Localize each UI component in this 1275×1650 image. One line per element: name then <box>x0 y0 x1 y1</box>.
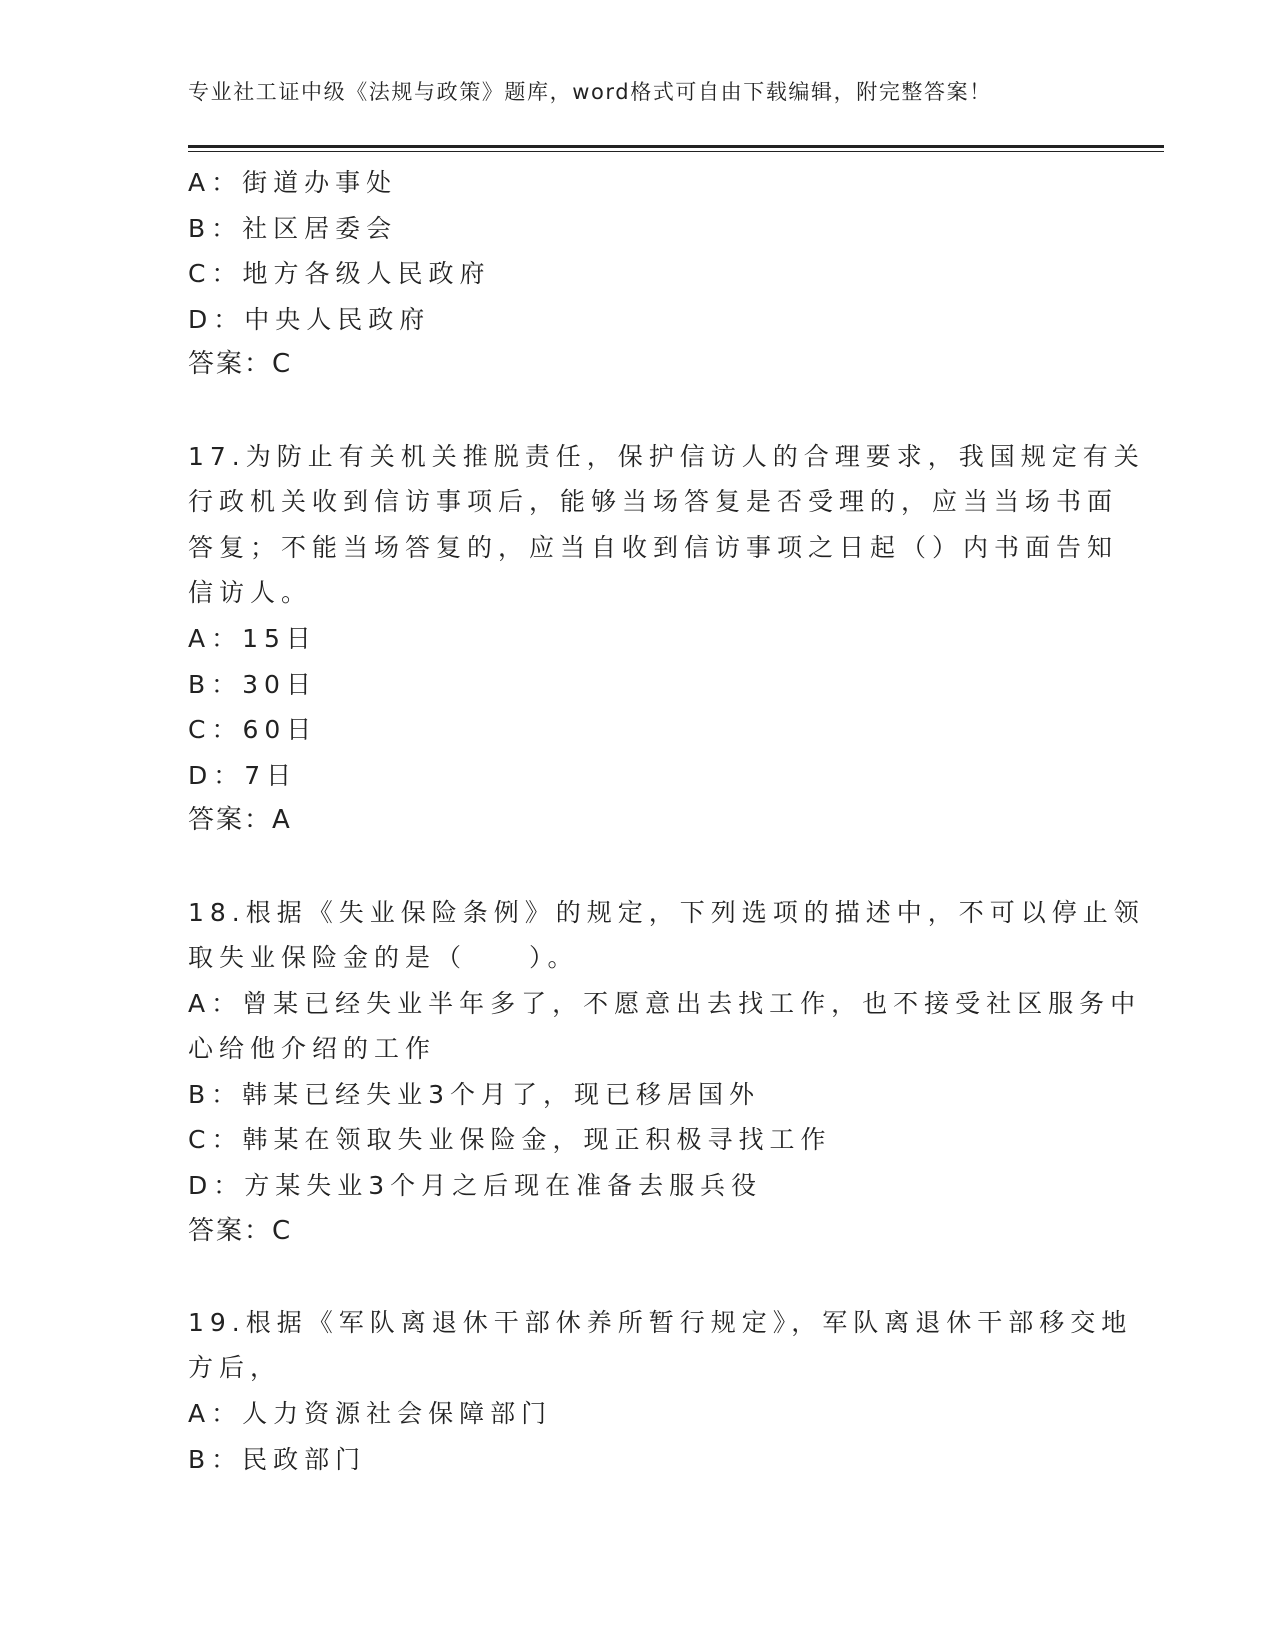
option-b: B：韩某已经失业3个月了，现已移居国外 <box>188 1079 761 1109</box>
question-stem: 方后， <box>188 1353 282 1383</box>
option-a: A：曾某已经失业半年多了，不愿意出去找工作，也不接受社区服务中 <box>188 988 1142 1018</box>
question-stem: 答复；不能当场答复的，应当自收到信访事项之日起（）内书面告知 <box>188 532 1119 562</box>
question-18 <box>188 890 1145 1255</box>
option-a: A：15日 <box>188 623 317 653</box>
question-17 <box>188 434 1145 844</box>
option-a-continued: 心给他介绍的工作 <box>188 1034 437 1064</box>
answer: 答案：A <box>188 805 292 836</box>
option-b: B：30日 <box>188 669 317 699</box>
question-stem: 18.根据《失业保险条例》的规定，下列选项的描述中，不可以停止领 <box>188 897 1145 927</box>
answer: 答案：C <box>188 1215 293 1246</box>
option-d: D：方某失业3个月之后现在准备去服兵役 <box>188 1171 763 1201</box>
question-stem: 信访人。 <box>188 578 313 608</box>
question-16-continuation <box>188 160 1088 388</box>
question-stem: 取失业保险金的是（ ）。 <box>188 943 579 973</box>
answer: 答案：C <box>188 349 293 380</box>
page-header: 专业社工证中级《法规与政策》题库，word格式可自由下载编辑，附完整答案！ <box>188 80 992 104</box>
option-b: B：社区居委会 <box>188 213 398 243</box>
option-b: B：民政部门 <box>188 1444 367 1474</box>
header-rule-thin <box>188 151 1164 152</box>
option-a: A：街道办事处 <box>188 168 398 197</box>
option-d: D：中央人民政府 <box>188 304 431 334</box>
document-body <box>188 160 1145 1482</box>
question-stem: 19.根据《军队离退休干部休养所暂行规定》，军队离退休干部移交地 <box>188 1307 1133 1337</box>
option-d: D：7日 <box>188 760 298 790</box>
header-rule-thick <box>188 145 1164 148</box>
option-a: A：人力资源社会保障部门 <box>188 1399 553 1429</box>
question-19 <box>188 1300 1133 1482</box>
option-c: C：60日 <box>188 715 318 745</box>
option-c: C：地方各级人民政府 <box>188 259 491 289</box>
question-stem: 行政机关收到信访事项后，能够当场答复是否受理的，应当当场书面 <box>188 487 1119 517</box>
option-c: C：韩某在领取失业保险金，现正积极寻找工作 <box>188 1125 832 1155</box>
question-stem: 17.为防止有关机关推脱责任，保护信访人的合理要求，我国规定有关 <box>188 441 1145 471</box>
